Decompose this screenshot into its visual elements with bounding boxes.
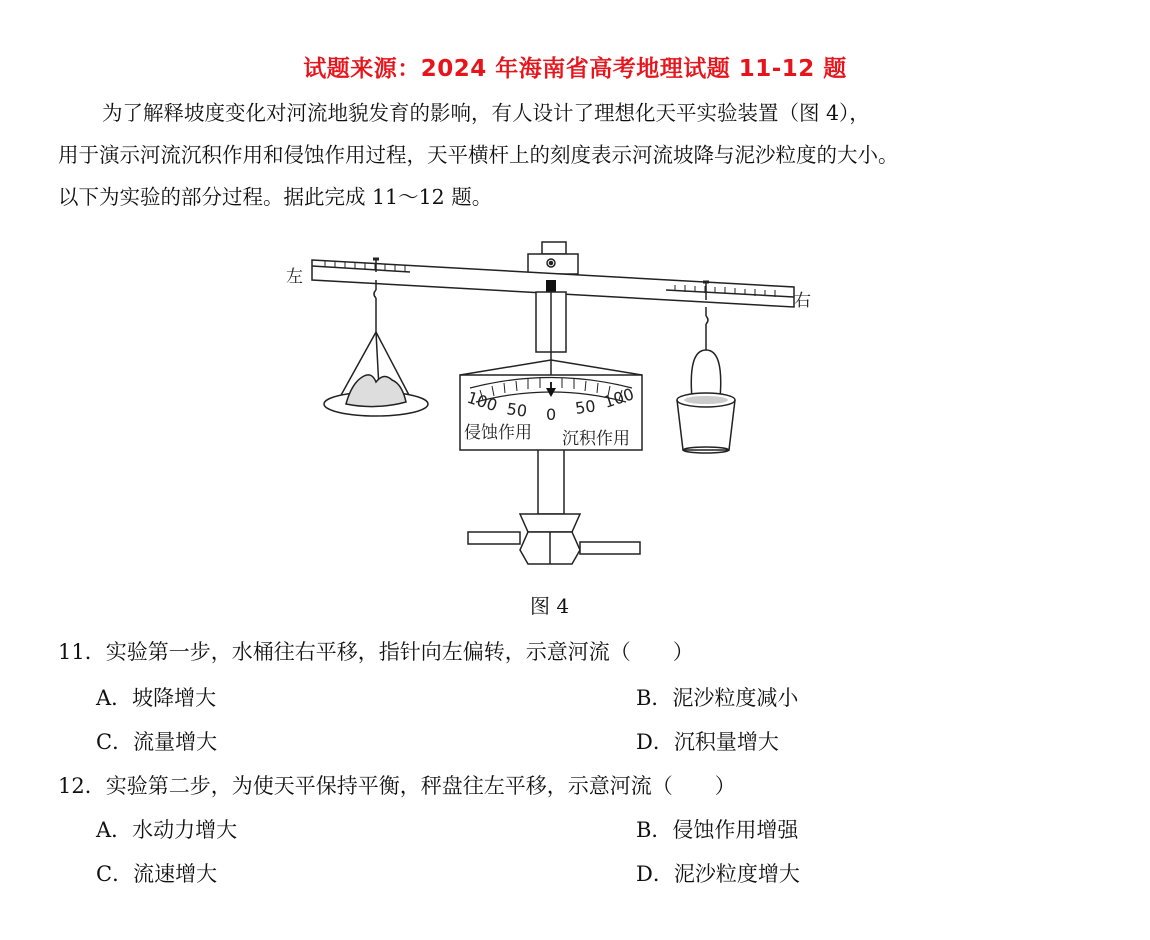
label-deposition: 沉积作用 [562,429,630,449]
q11-option-d: D．沉积量增大 [636,730,779,754]
scale-tick-4: 50 [573,396,597,418]
right-bucket [677,282,735,453]
q11-option-b: B．泥沙粒度减小 [636,686,799,710]
question-11-stem: 11．实验第一步，水桶往右平移，指针向左偏转，示意河流（ ） [58,640,694,664]
q11-option-c: C．流量增大 [96,730,218,754]
source-title: 试题来源：2024 年海南省高考地理试题 11-12 题 [303,56,847,82]
scale-tick-1: 100 [464,387,500,416]
pivot-block [528,242,578,274]
scale-tick-2: 50 [505,399,529,421]
intro-line-1: 为了解释坡度变化对河流地貌发育的影响，有人设计了理想化天平实验装置（图 4）， [102,101,870,125]
figure-caption: 图 4 [530,594,570,618]
q11-option-a: A．坡降增大 [96,686,217,710]
q12-option-d: D．泥沙粒度增大 [636,862,800,886]
q12-option-b: B．侵蚀作用增强 [636,818,799,842]
q12-option-c: C．流速增大 [96,862,218,886]
balance-figure [280,232,811,577]
intro-line-3: 以下为实验的部分过程。据此完成 11～12 题。 [58,185,493,209]
base [468,514,640,564]
scale-tick-3: 0 [546,405,557,424]
label-right: 右 [794,291,811,311]
q12-option-a: A．水动力增大 [96,818,238,842]
label-erosion: 侵蚀作用 [464,423,532,443]
intro-paragraph [58,92,1058,218]
question-12-stem: 12．实验第二步，为使天平保持平衡，秤盘往左平移，示意河流（ ） [58,774,736,798]
scale-tick-5: 100 [601,384,637,412]
label-left: 左 [286,267,303,287]
intro-line-2: 用于演示河流沉积作用和侵蚀作用过程，天平横杆上的刻度表示河流坡降与泥沙粒度的大小。 [58,143,899,167]
